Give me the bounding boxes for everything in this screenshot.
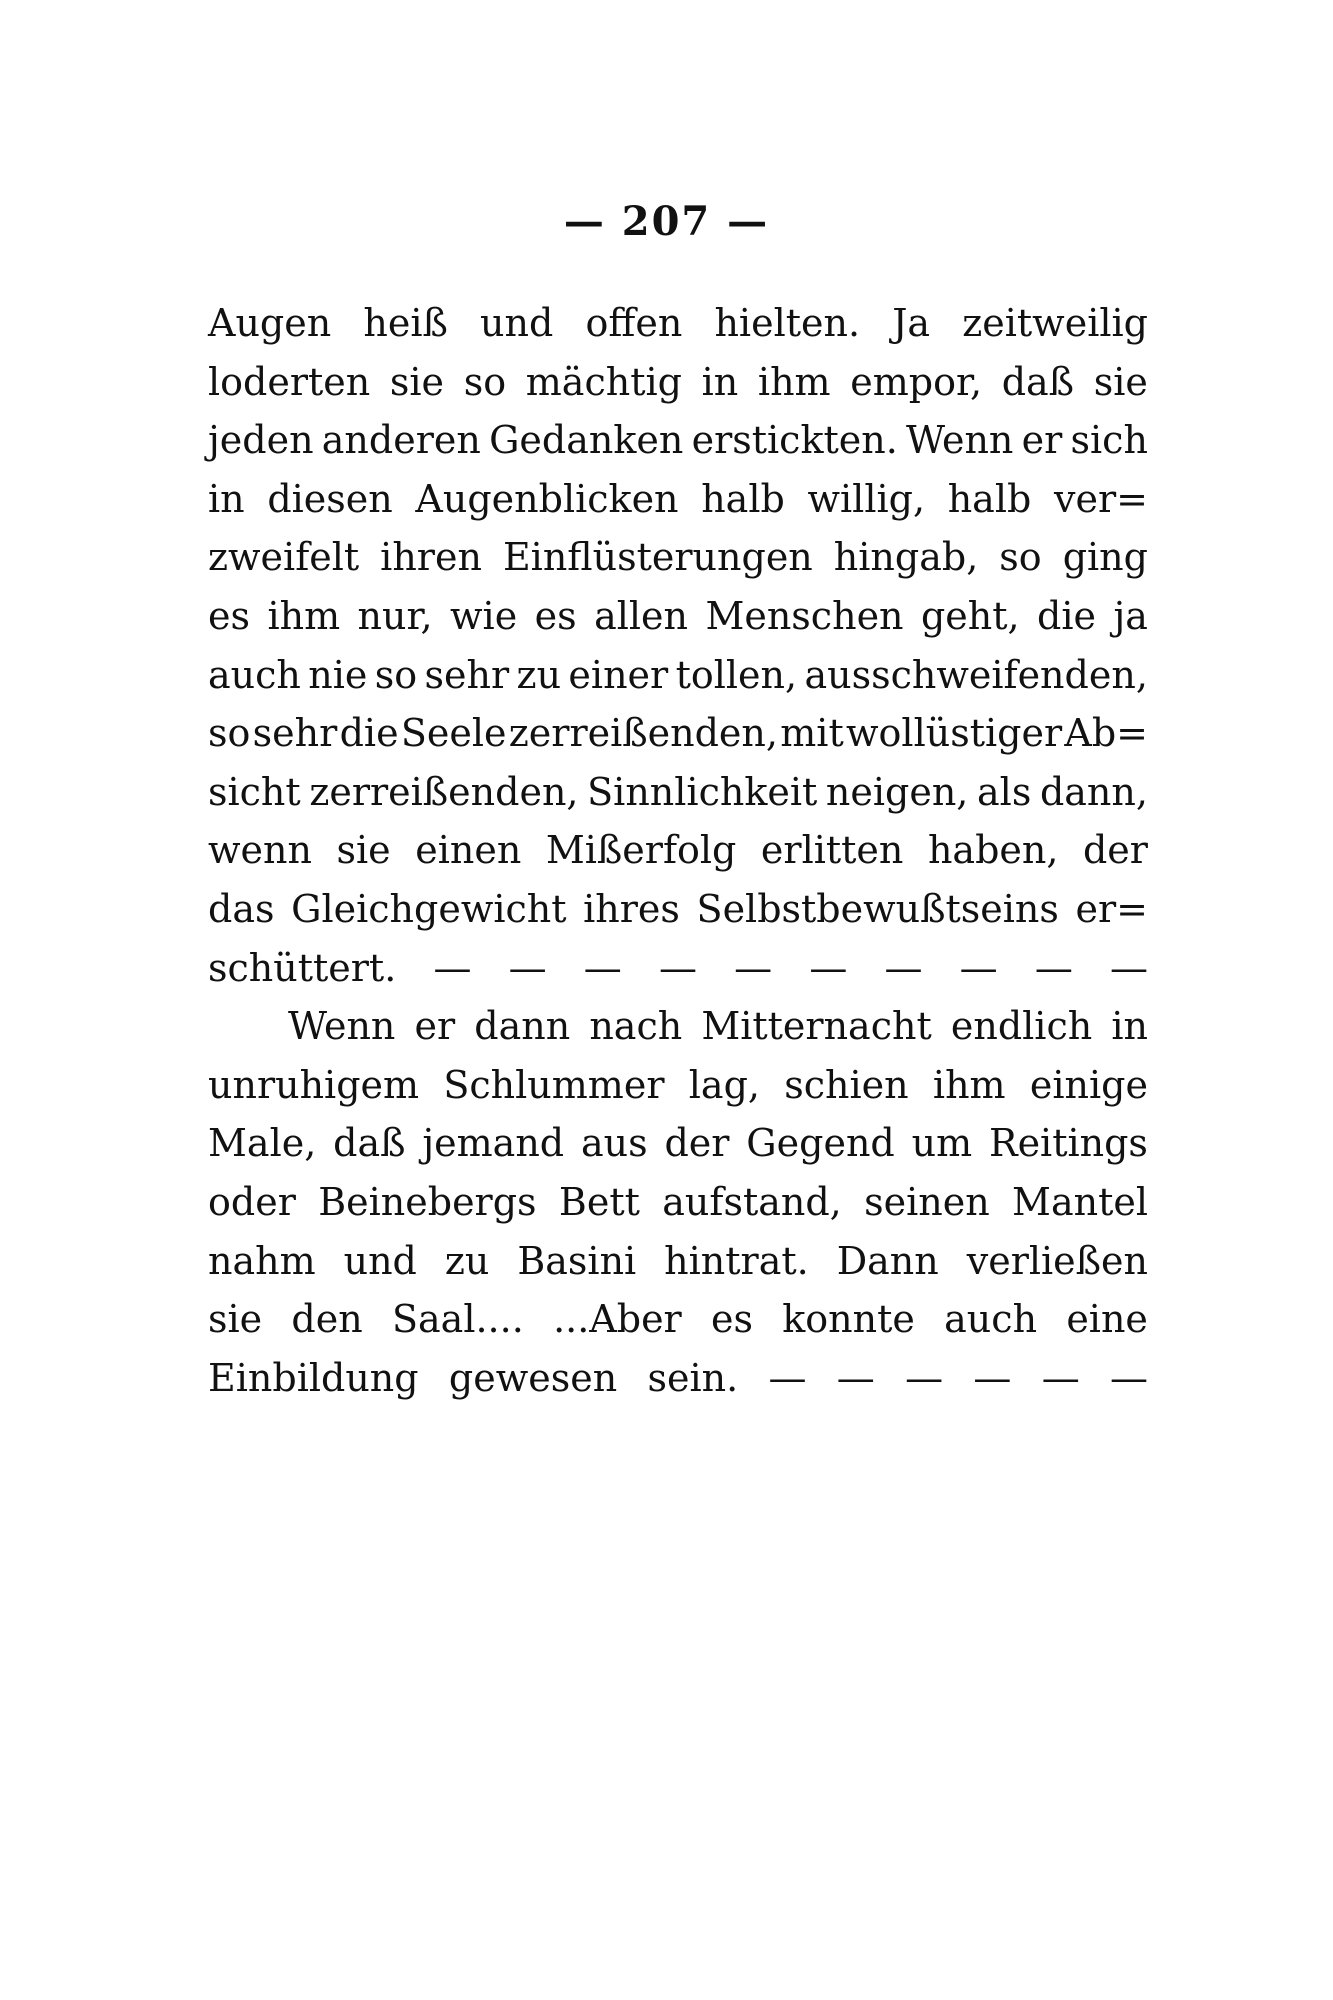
word: zerreißenden,: [309, 769, 579, 814]
word: Gegend: [746, 1121, 895, 1166]
word: und: [343, 1238, 417, 1283]
word: Dann: [836, 1238, 939, 1283]
word: endlich: [950, 1004, 1093, 1049]
word: Augenblicken: [415, 476, 679, 521]
word: ver=: [1053, 476, 1148, 521]
word: ihm: [932, 1062, 1006, 1107]
word: —: [836, 1355, 875, 1400]
word: Einflüsterungen: [502, 535, 813, 580]
text-line: [208, 997, 1148, 1056]
word: geht,: [920, 593, 1020, 638]
word: so: [463, 359, 507, 404]
text-line: [208, 1232, 1148, 1291]
text-line: [208, 821, 1148, 880]
text-line: [208, 704, 1148, 763]
word: einer: [568, 652, 669, 697]
word: jemand: [422, 1121, 565, 1166]
text-line: [208, 470, 1148, 529]
text-line: [208, 1290, 1148, 1349]
word: —: [508, 945, 547, 990]
word: Menschen: [705, 593, 904, 638]
word: nur,: [357, 593, 433, 638]
word: —: [884, 945, 923, 990]
word: halb: [947, 476, 1032, 521]
word: der: [664, 1121, 730, 1166]
word: ihres: [583, 886, 680, 931]
word: lag,: [688, 1062, 760, 1107]
word: —: [734, 945, 773, 990]
word: Gleichgewicht: [291, 886, 567, 931]
word: dann,: [1039, 769, 1148, 814]
word: auch: [944, 1297, 1038, 1342]
word: sehr: [424, 652, 510, 697]
word: Gedanken: [489, 418, 684, 463]
word: sich: [1070, 418, 1148, 463]
word: gewesen: [448, 1355, 618, 1400]
word: den: [291, 1297, 363, 1342]
word: —: [768, 1355, 807, 1400]
word: verließen: [966, 1238, 1148, 1283]
word: Sinnlichkeit: [587, 769, 818, 814]
word: zu: [444, 1238, 490, 1283]
word: ...Aber: [553, 1297, 682, 1342]
word: Einbildung: [208, 1355, 419, 1400]
text-line: [208, 880, 1148, 939]
word: es: [711, 1297, 753, 1342]
word: zerreißenden,: [508, 711, 778, 756]
word: —: [433, 945, 472, 990]
word: aus: [580, 1121, 648, 1166]
word: —: [658, 945, 697, 990]
word: Basini: [517, 1238, 637, 1283]
word: Selbstbewußtseins: [696, 886, 1059, 931]
word: Mißerfolg: [545, 828, 737, 873]
word: oder: [208, 1179, 296, 1224]
word: —: [583, 945, 622, 990]
word: Schlummer: [443, 1062, 665, 1107]
word: seinen: [864, 1179, 990, 1224]
word: nie: [308, 652, 368, 697]
word: so: [208, 711, 251, 756]
word: erlitten: [760, 828, 904, 873]
word: anderen: [321, 418, 481, 463]
text-line: [208, 763, 1148, 822]
word: zeitweilig: [962, 301, 1148, 345]
word: jeden: [208, 418, 314, 463]
word: —: [959, 945, 998, 990]
word: sein.: [647, 1355, 739, 1400]
word: —: [1110, 945, 1148, 990]
word: daß: [1001, 359, 1075, 404]
word: die: [339, 711, 399, 756]
word: ihm: [267, 593, 341, 638]
word: sie: [1093, 359, 1148, 404]
word: wie: [450, 593, 518, 638]
word: tollen,: [675, 652, 798, 697]
text-line: [208, 353, 1148, 412]
word: als: [977, 769, 1032, 814]
word: sie: [336, 828, 391, 873]
word: diesen: [267, 476, 393, 521]
word: nahm: [208, 1238, 316, 1283]
word: mit: [780, 711, 844, 756]
word: willig,: [807, 476, 926, 521]
word: —: [905, 1355, 944, 1400]
word: eine: [1066, 1297, 1148, 1342]
word: Beinebergs: [318, 1179, 537, 1224]
word: Ja: [892, 301, 931, 345]
word: heiß: [363, 301, 448, 345]
word: schüttert.: [208, 945, 397, 990]
word: dann: [474, 1004, 571, 1049]
word: hingab,: [833, 535, 979, 580]
word: —: [1041, 1355, 1080, 1400]
word: Male,: [208, 1121, 317, 1166]
word: das: [208, 886, 275, 931]
word: Seele: [400, 711, 507, 756]
word: ihren: [380, 535, 482, 580]
word: auch: [208, 652, 301, 697]
page-number: — 207 —: [563, 198, 770, 245]
word: einige: [1029, 1062, 1148, 1107]
word: um: [911, 1121, 973, 1166]
word: —: [973, 1355, 1012, 1400]
word: unruhigem: [208, 1062, 420, 1107]
text-line: [208, 1349, 1148, 1408]
word: allen: [594, 593, 688, 638]
word: nach: [589, 1004, 683, 1049]
word: erstickten.: [691, 418, 898, 463]
word: und: [480, 301, 554, 345]
text-line: [208, 587, 1148, 646]
word: ging: [1062, 535, 1148, 580]
word: zweifelt: [208, 535, 360, 580]
word: hintrat.: [664, 1238, 809, 1283]
word: Saal....: [391, 1297, 524, 1342]
word: zu: [516, 652, 562, 697]
word: schien: [784, 1062, 909, 1107]
word: Bett: [558, 1179, 640, 1224]
word: in: [701, 359, 739, 404]
text-line: [208, 1173, 1148, 1232]
word: einen: [415, 828, 522, 873]
word: Wenn: [288, 1004, 396, 1049]
word: sie: [389, 359, 445, 404]
word: es: [208, 593, 250, 638]
word: er: [414, 1004, 456, 1049]
word: —: [1109, 1355, 1148, 1400]
word: offen: [585, 301, 683, 345]
word: sie: [208, 1297, 263, 1342]
word: ausschweifenden,: [804, 652, 1148, 697]
word: der: [1082, 828, 1148, 873]
word: die: [1037, 593, 1097, 638]
word: halb: [701, 476, 785, 521]
word: konnte: [782, 1297, 915, 1342]
word: so: [374, 652, 418, 697]
word: Mitternacht: [701, 1004, 932, 1049]
word: ihm: [757, 359, 831, 404]
word: daß: [333, 1121, 406, 1166]
word: neigen,: [825, 769, 969, 814]
word: hielten.: [714, 301, 861, 345]
word: er=: [1075, 886, 1148, 931]
word: sehr: [252, 711, 338, 756]
word: haben,: [927, 828, 1059, 873]
word: mächtig: [525, 359, 682, 404]
word: —: [1034, 945, 1073, 990]
body-text: [208, 294, 1148, 1407]
word: in: [1111, 1004, 1148, 1049]
word: so: [999, 535, 1042, 580]
text-line: [208, 939, 1148, 998]
word: wenn: [208, 828, 312, 873]
word: Ab=: [1064, 711, 1148, 756]
word: ja: [1113, 593, 1148, 638]
word: es: [534, 593, 577, 638]
word: er: [1021, 418, 1063, 463]
word: sicht: [208, 769, 301, 814]
word: empor,: [850, 359, 983, 404]
text-line: [208, 411, 1148, 470]
word: loderten: [208, 359, 371, 404]
word: wollüstiger: [846, 711, 1063, 756]
text-line: [208, 528, 1148, 587]
text-line: [208, 1114, 1148, 1173]
word: Augen: [208, 301, 332, 345]
word: Reitings: [988, 1121, 1148, 1166]
text-line: [208, 1056, 1148, 1115]
word: Mantel: [1012, 1179, 1148, 1224]
word: aufstand,: [662, 1179, 842, 1224]
text-line: [208, 294, 1148, 353]
word: —: [809, 945, 848, 990]
word: in: [208, 476, 245, 521]
word: Wenn: [906, 418, 1014, 463]
text-line: [208, 646, 1148, 705]
